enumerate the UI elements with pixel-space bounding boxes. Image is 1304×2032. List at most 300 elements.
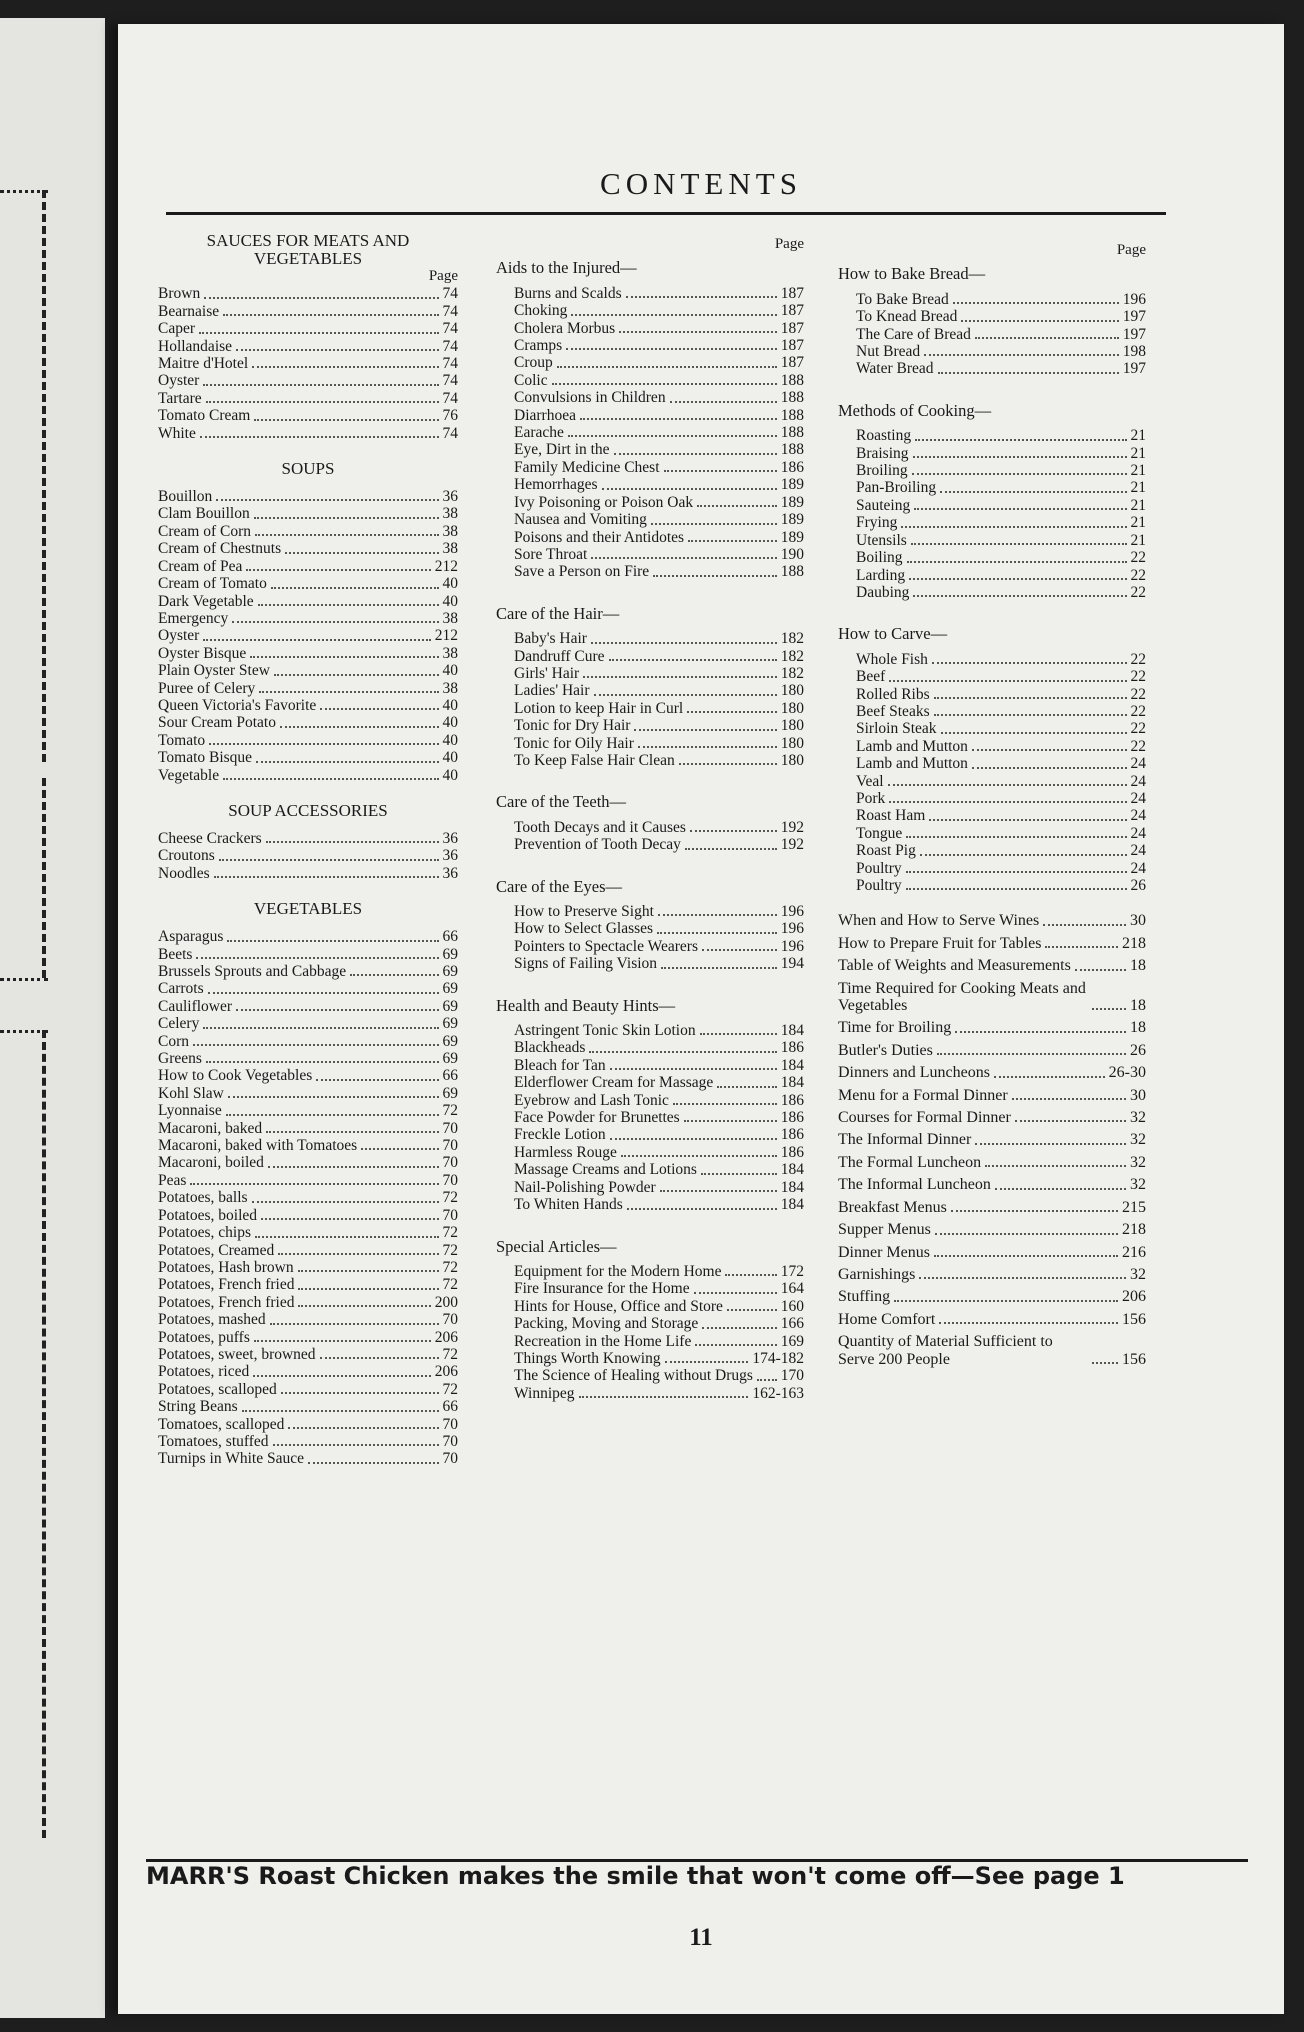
dot-leader	[889, 680, 1126, 682]
entry-page: 215	[1122, 1198, 1146, 1216]
entry-title: Freckle Lotion	[514, 1126, 606, 1144]
dot-leader	[209, 743, 438, 745]
entry-page: 169	[780, 1332, 804, 1350]
section-heading: Care of the Eyes—	[496, 876, 622, 896]
entry-title: Fire Insurance for the Home	[514, 1280, 690, 1298]
dot-leader	[320, 1357, 439, 1359]
toc-entry	[856, 842, 1146, 859]
entry-title: Tomatoes, scalloped	[158, 1415, 285, 1433]
toc-entry	[514, 735, 804, 752]
entry-page: 69	[442, 1032, 458, 1050]
dot-leader	[906, 836, 1126, 838]
entry-title: Dandruff Cure	[514, 647, 605, 665]
entry-title: Greens	[158, 1050, 202, 1068]
entry-title: Oyster	[158, 627, 200, 645]
entry-page: 156	[1122, 1350, 1146, 1368]
entry-page: 40	[442, 696, 458, 714]
toc-entry	[158, 946, 458, 963]
entry-title: Packing, Moving and Storage	[514, 1315, 699, 1333]
entry-title: Tomato Cream	[158, 407, 251, 425]
entry-page: 192	[780, 818, 804, 836]
entry-page: 40	[442, 731, 458, 749]
entry-title: To Bake Bread	[856, 290, 949, 308]
entry-page: 196	[780, 937, 804, 955]
dot-leader	[255, 534, 439, 536]
dot-leader	[651, 523, 777, 525]
entry-title: Nail-Polishing Powder	[514, 1178, 656, 1196]
dot-leader	[951, 1210, 1118, 1212]
entry-page: 36	[442, 864, 458, 882]
entry-page: 188	[780, 371, 804, 389]
entry-title: Stuffing	[838, 1288, 891, 1306]
dot-leader	[610, 1068, 777, 1070]
toc-entry	[838, 1087, 1146, 1104]
dot-leader	[924, 354, 1119, 356]
entry-page: 186	[780, 1091, 804, 1109]
dot-leader	[932, 662, 1127, 664]
dot-leader	[261, 1218, 438, 1220]
entry-title: To Whiten Hands	[514, 1196, 623, 1214]
section-heading: Special Articles—	[496, 1236, 617, 1256]
entry-page: 218	[1122, 934, 1146, 952]
toc-entry	[856, 445, 1146, 462]
dot-leader	[653, 575, 777, 577]
dot-leader	[361, 1148, 438, 1150]
entry-page: 162-163	[752, 1384, 804, 1402]
entry-page: 188	[780, 406, 804, 424]
dot-leader	[679, 763, 777, 765]
toc-entry	[514, 1161, 804, 1178]
entry-title: Poultry	[856, 877, 902, 894]
toc-entry	[514, 1298, 804, 1315]
entry-page: 66	[442, 1398, 458, 1416]
dot-leader	[288, 1427, 438, 1429]
entry-page: 212	[434, 557, 458, 575]
entry-page: 70	[442, 1206, 458, 1224]
toc-entry	[514, 819, 804, 836]
entry-page: 22	[1130, 566, 1146, 584]
entry-title: How to Cook Vegetables	[158, 1067, 313, 1085]
entry-page: 74	[442, 424, 458, 442]
dot-leader	[913, 595, 1126, 597]
entry-title: Lamb and Mutton	[856, 755, 968, 773]
entry-page: 74	[442, 372, 458, 390]
dot-leader	[634, 729, 776, 731]
entry-page: 30	[1130, 912, 1146, 930]
entry-title: Tonic for Dry Hair	[514, 717, 631, 735]
dot-leader	[664, 470, 777, 472]
entry-page: 22	[1130, 583, 1146, 601]
toc-entry	[514, 563, 804, 580]
dot-leader	[972, 767, 1127, 769]
toc-entry	[158, 575, 458, 592]
entry-page: 30	[1130, 1086, 1146, 1104]
dot-leader	[626, 296, 777, 298]
dot-leader	[199, 332, 438, 334]
entry-title: Roast Ham	[856, 807, 926, 825]
entry-title: Croup	[514, 354, 553, 372]
toc-entry	[158, 1276, 458, 1293]
entry-page: 21	[1130, 496, 1146, 514]
entry-title: Girls' Hair	[514, 664, 580, 682]
dot-leader	[955, 1031, 1126, 1033]
toc-entry	[158, 1311, 458, 1328]
entry-title: Equipment for the Modern Home	[514, 1262, 722, 1280]
toc-entry	[838, 1064, 1146, 1081]
entry-page: 76	[442, 407, 458, 425]
dot-leader	[901, 526, 1126, 528]
section-heading: Aids to the Injured—	[496, 258, 637, 278]
toc-entry	[838, 1019, 1146, 1036]
entry-title: When and How to Serve Wines	[838, 912, 1040, 930]
entry-title: Sirloin Steak	[856, 720, 937, 738]
entry-page: 22	[1130, 685, 1146, 703]
entry-title: Prevention of Tooth Decay	[514, 836, 681, 854]
entry-title: Time Required for Cooking Meats and Vegetables	[838, 979, 1086, 1015]
entry-title: Noodles	[158, 864, 210, 882]
toc-entry	[838, 957, 1146, 974]
dot-leader	[934, 1255, 1118, 1257]
entry-title: Supper Menus	[838, 1221, 931, 1239]
entry-title: To Knead Bread	[856, 308, 958, 326]
dot-leader	[929, 819, 1126, 821]
toc-entry	[838, 912, 1146, 929]
entry-page: 180	[780, 717, 804, 735]
dot-leader	[972, 749, 1127, 751]
dot-leader	[571, 314, 776, 316]
toc-entry	[158, 963, 458, 980]
entry-title: Beef	[856, 668, 886, 686]
entry-title: Tomatoes, stuffed	[158, 1432, 269, 1450]
entry-page: 38	[442, 540, 458, 558]
entry-page: 70	[442, 1119, 458, 1137]
dot-leader	[975, 1143, 1126, 1145]
dot-leader	[934, 697, 1127, 699]
dot-leader	[298, 1270, 439, 1272]
entry-title: Daubing	[856, 583, 910, 601]
section-heading: SOUPS	[281, 459, 335, 479]
entry-page: 72	[442, 1189, 458, 1207]
entry-page: 182	[780, 664, 804, 682]
toc-entry	[856, 497, 1146, 514]
entry-page: 66	[442, 1067, 458, 1085]
toc-entry	[856, 825, 1146, 842]
toc-entry	[514, 389, 804, 406]
entry-page: 187	[780, 354, 804, 372]
toc-entry	[838, 1221, 1146, 1238]
dot-leader	[941, 732, 1127, 734]
dot-leader	[660, 1190, 777, 1192]
entry-title: Colic	[514, 371, 548, 389]
dot-leader	[566, 348, 777, 350]
entry-page: 180	[780, 751, 804, 769]
entry-title: Elderflower Cream for Massage	[514, 1074, 714, 1092]
entry-title: Kohl Slaw	[158, 1084, 224, 1102]
entry-title: Celery	[158, 1015, 200, 1033]
entry-page: 212	[434, 627, 458, 645]
entry-title: Bouillon	[158, 488, 213, 506]
entry-title: Harmless Rouge	[514, 1143, 617, 1161]
entry-page: 190	[780, 545, 804, 563]
dot-leader	[1043, 924, 1126, 926]
toc-entry	[856, 308, 1146, 325]
dot-leader	[1092, 1008, 1126, 1010]
dot-leader	[1045, 946, 1118, 948]
toc-entry	[158, 320, 458, 337]
entry-page: 188	[780, 389, 804, 407]
entry-page: 166	[780, 1315, 804, 1333]
section-gap	[838, 601, 1146, 619]
entry-page: 74	[442, 355, 458, 373]
entry-page: 180	[780, 734, 804, 752]
dot-leader	[690, 830, 777, 832]
entry-title: Potatoes, mashed	[158, 1311, 266, 1329]
dot-leader	[757, 1379, 777, 1381]
entry-title: Burns and Scalds	[514, 284, 622, 302]
entry-title: Sauteing	[856, 496, 911, 514]
entry-page: 186	[780, 458, 804, 476]
entry-title: Emergency	[158, 609, 229, 627]
entry-page: 184	[780, 1161, 804, 1179]
dot-leader	[661, 967, 777, 969]
entry-title: Convulsions in Children	[514, 389, 666, 407]
dot-leader	[193, 1044, 439, 1046]
entry-title: Baby's Hair	[514, 630, 587, 648]
section-gap	[158, 442, 458, 460]
entry-page: 174-182	[752, 1349, 804, 1367]
dot-leader	[1015, 1120, 1126, 1122]
entry-page: 69	[442, 1084, 458, 1102]
dot-leader	[940, 491, 1126, 493]
entry-page: 22	[1130, 650, 1146, 668]
entry-page: 188	[780, 441, 804, 459]
dot-leader	[888, 784, 1127, 786]
dot-leader	[583, 676, 777, 678]
dot-leader	[658, 914, 777, 916]
section-entries	[496, 819, 804, 854]
entry-title: Poultry	[856, 859, 902, 877]
toc-entry	[838, 1244, 1146, 1261]
entry-title: Table of Weights and Measurements	[838, 957, 1071, 975]
toc-entry	[514, 1333, 804, 1350]
heading-gap	[158, 918, 458, 928]
toc-entry	[158, 1398, 458, 1415]
entry-page: 72	[442, 1345, 458, 1363]
toc-entry	[514, 1385, 804, 1402]
entry-title: Brown	[158, 285, 201, 303]
dot-leader	[909, 578, 1126, 580]
toc-entry	[514, 648, 804, 665]
toc-entry	[856, 790, 1146, 807]
entry-page: 196	[780, 903, 804, 920]
toc-entry	[838, 1176, 1146, 1193]
entry-title: Dark Vegetable	[158, 592, 254, 610]
toc-entry	[158, 645, 458, 662]
entry-title: Courses for Formal Dinner	[838, 1109, 1011, 1127]
dot-leader	[717, 1086, 776, 1088]
toc-entry	[158, 998, 458, 1015]
entry-page: 21	[1130, 427, 1146, 445]
toc-entry	[158, 1085, 458, 1102]
entry-page: 70	[442, 1450, 458, 1468]
toc-entry	[158, 505, 458, 522]
dot-leader	[253, 1375, 430, 1377]
entry-title: Hemorrhages	[514, 476, 598, 494]
heading-gap	[158, 478, 458, 488]
toc-entry	[856, 755, 1146, 772]
toc-entry	[158, 558, 458, 575]
entry-title: Lotion to keep Hair in Curl	[514, 699, 684, 717]
dot-leader	[938, 372, 1119, 374]
entry-title: Tomato	[158, 731, 206, 749]
entry-title: Cheese Crackers	[158, 829, 262, 847]
left-page-edge	[0, 18, 105, 2018]
entry-title: Queen Victoria's Favorite	[158, 696, 317, 714]
page-number: 11	[689, 1924, 713, 1951]
dot-leader	[208, 992, 439, 994]
entry-page: 74	[442, 320, 458, 338]
entry-page: 196	[1122, 290, 1146, 308]
entry-title: To Keep False Hair Clean	[514, 751, 675, 769]
entry-page: 69	[442, 980, 458, 998]
toc-entry	[514, 1092, 804, 1109]
dot-leader	[610, 1138, 777, 1140]
entry-page: 32	[1130, 1176, 1146, 1194]
dot-leader	[688, 540, 777, 542]
dot-leader	[278, 1253, 438, 1255]
section-entries	[496, 1263, 804, 1402]
toc-entry	[514, 494, 804, 511]
entry-title: Ivy Poisoning or Poison Oak	[514, 493, 694, 511]
toc-entry	[158, 390, 458, 407]
entry-page: 69	[442, 945, 458, 963]
entry-page: 18	[1130, 997, 1146, 1015]
entry-page: 186	[780, 1039, 804, 1057]
toc-entry	[158, 1172, 458, 1189]
toc-entry	[158, 285, 458, 302]
entry-page: 70	[442, 1311, 458, 1329]
entry-page: 216	[1122, 1243, 1146, 1261]
toc-entry	[514, 920, 804, 937]
toc-entry	[856, 326, 1146, 343]
entry-page: 218	[1122, 1221, 1146, 1239]
toc-entry	[158, 610, 458, 627]
entry-page: 189	[780, 476, 804, 494]
entry-page: 187	[780, 302, 804, 320]
dot-leader	[702, 1327, 776, 1329]
entry-page: 160	[780, 1297, 804, 1315]
toc-entry	[514, 354, 804, 371]
toc-entry	[838, 1288, 1146, 1305]
entry-title: Whole Fish	[856, 650, 928, 668]
dot-leader	[589, 1051, 776, 1053]
entry-page: 184	[780, 1022, 804, 1040]
dot-leader	[937, 1053, 1126, 1055]
dot-leader	[252, 366, 438, 368]
entry-title: Potatoes, balls	[158, 1189, 248, 1207]
entry-page: 40	[442, 662, 458, 680]
entry-page: 180	[780, 682, 804, 700]
dot-leader	[697, 505, 777, 507]
toc-entry	[838, 1109, 1146, 1126]
toc-entry	[158, 1242, 458, 1259]
toc-entry	[838, 935, 1146, 952]
entry-page: 26	[1130, 1041, 1146, 1059]
entry-page: 18	[1130, 957, 1146, 975]
border-corner	[0, 190, 48, 196]
toc-entry	[158, 714, 458, 731]
entry-title: Rolled Ribs	[856, 685, 930, 703]
entry-page: 172	[780, 1262, 804, 1280]
toc-entry	[158, 980, 458, 997]
entry-page: 184	[780, 1074, 804, 1092]
toc-entry	[856, 479, 1146, 496]
toc-entry	[158, 1050, 458, 1067]
dot-leader	[934, 714, 1127, 716]
section-heading: VEGETABLES	[253, 899, 363, 919]
entry-page: 26	[1130, 877, 1146, 894]
entry-page: 40	[442, 749, 458, 767]
section-gap	[838, 894, 1146, 912]
dot-leader	[568, 435, 777, 437]
dot-leader	[906, 888, 1127, 890]
dot-leader	[694, 1292, 777, 1294]
dot-leader	[214, 876, 439, 878]
dot-leader	[246, 569, 430, 571]
toc-entry	[514, 424, 804, 441]
section-heading: How to Bake Bread—	[838, 264, 986, 284]
entry-page: 36	[442, 829, 458, 847]
entry-page: 38	[442, 505, 458, 523]
entry-title: The Care of Bread	[856, 325, 971, 343]
entry-page: 26-30	[1108, 1064, 1146, 1082]
entry-title: Pan-Broiling	[856, 479, 937, 497]
dashed-border-mid	[42, 778, 52, 978]
section-heading: Methods of Cooking—	[838, 400, 992, 420]
section-gap	[838, 378, 1146, 396]
toc-entry	[158, 1450, 458, 1467]
entry-title: Puree of Celery	[158, 679, 256, 697]
toc-entry	[514, 1179, 804, 1196]
toc-entry	[514, 717, 804, 734]
entry-page: 187	[780, 337, 804, 355]
entry-page: 197	[1122, 325, 1146, 343]
dot-leader	[1012, 1098, 1126, 1100]
entry-page: 69	[442, 997, 458, 1015]
border-corner	[0, 978, 48, 984]
toc-entry	[514, 1196, 804, 1213]
toc-entry	[856, 532, 1146, 549]
section-entries	[496, 903, 804, 973]
toc-entry	[514, 441, 804, 458]
entry-title: Potatoes, French fried	[158, 1276, 295, 1294]
dot-leader	[273, 1444, 439, 1446]
section-gap	[496, 581, 804, 599]
toc-entry	[158, 749, 458, 766]
dot-leader	[580, 418, 777, 420]
entry-title: Eye, Dirt in the	[514, 441, 610, 459]
entry-title: The Informal Luncheon	[838, 1176, 991, 1194]
toc-entry	[514, 938, 804, 955]
toc-entry	[158, 680, 458, 697]
toc-entry	[838, 1199, 1146, 1216]
toc-entry	[514, 630, 804, 647]
entry-page: 70	[442, 1154, 458, 1172]
dot-leader	[975, 337, 1119, 339]
toc-entry	[158, 697, 458, 714]
dot-leader	[270, 1323, 439, 1325]
entry-title: Veal	[856, 772, 884, 790]
